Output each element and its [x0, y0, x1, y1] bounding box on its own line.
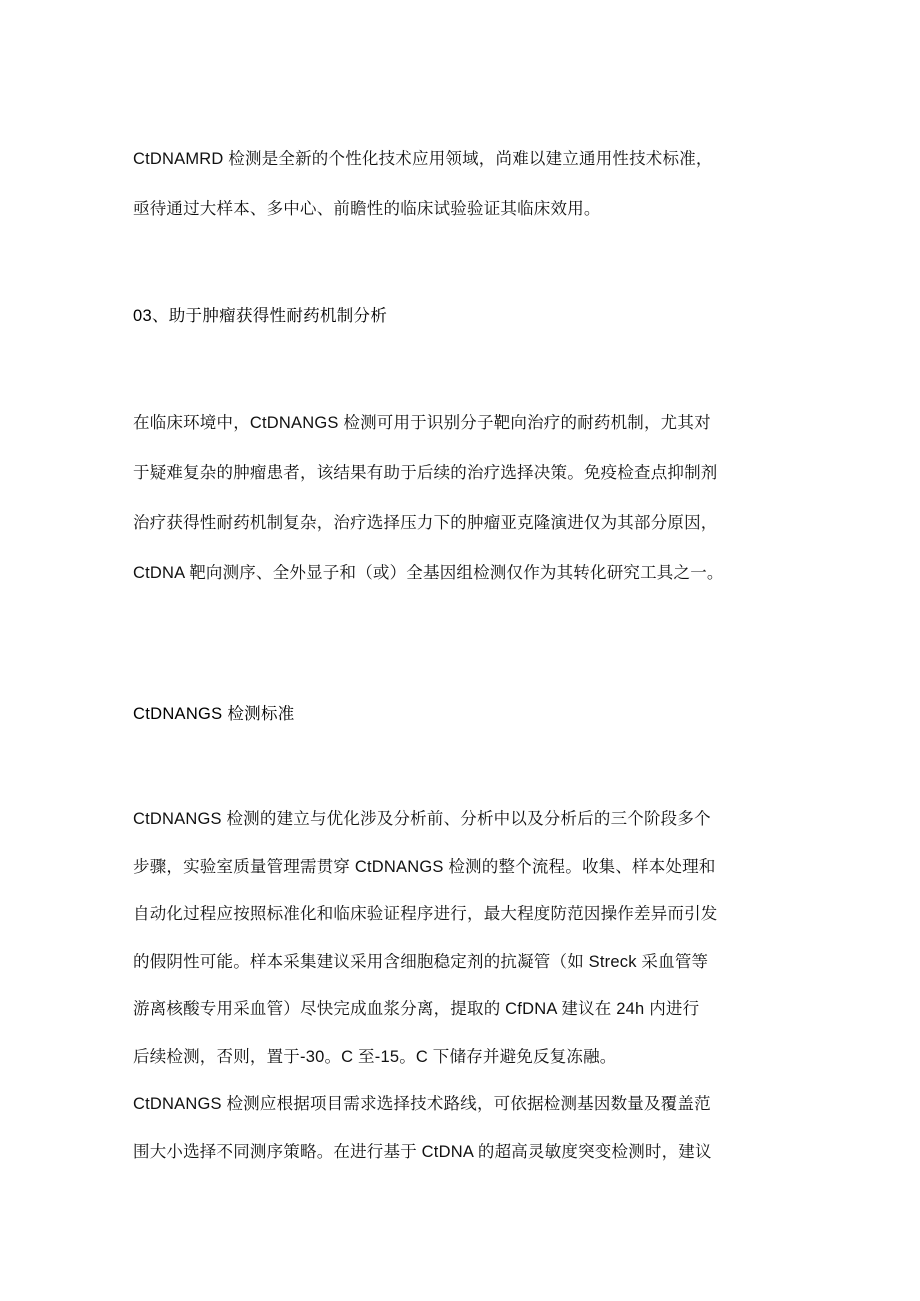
document-text-column: [133, 0, 793, 1176]
gap-before-heading-2: [133, 598, 793, 694]
paragraph-strategy-line-2: 围大小选择不同测序策略。在进行基于 CtDNA 的超高灵敏度突变检测时，建议: [133, 1142, 712, 1161]
paragraph-intro-line-1: CtDNAMRD 检测是全新的个性化技术应用领域，尚难以建立通用性技术标准，: [133, 150, 713, 168]
paragraph-standards-line-5: 游离核酸专用采血管）尽快完成血浆分离，提取的 CfDNA 建议在 24h 内进行: [133, 1000, 700, 1018]
paragraph-resistance-line-3: 治疗获得性耐药机制复杂，治疗选择压力下的肿瘤亚克隆演进仅为其部分原因，: [133, 514, 718, 532]
section-heading-ctdna-ngs-standard: CtDNANGS 检测标准: [133, 705, 295, 723]
paragraph-standards-line-2: 步骤，实验室质量管理需贯穿 CtDNANGS 检测的整个流程。收集、样本处理和: [133, 857, 716, 876]
paragraph-standards-line-1: CtDNANGS 检测的建立与优化涉及分析前、分析中以及分析后的三个阶段多个: [133, 810, 711, 828]
gap-after-heading-2: [133, 734, 793, 796]
section-heading-03: 03、助于肿瘤获得性耐药机制分析: [133, 307, 388, 325]
paragraph-resistance-line-4: CtDNA 靶向测序、全外显子和（或）全基因组检测仅作为其转化研究工具之一。: [133, 564, 724, 582]
gap-after-heading-1: [133, 336, 793, 398]
paragraph-standards-line-6: 后续检测，否则，置于-30。C 至-15。C 下储存并避免反复冻融。: [133, 1047, 617, 1066]
paragraph-resistance-mechanism: [133, 398, 793, 598]
paragraph-testing-standards: [133, 796, 793, 1081]
paragraph-resistance-line-2: 于疑难复杂的肿瘤患者，该结果有助于后续的治疗选择决策。免疫检查点抑制剂: [133, 464, 718, 482]
paragraph-intro-line-2: 亟待通过大样本、多中心、前瞻性的临床试验验证其临床效用。: [133, 200, 601, 218]
gap-before-heading-1: [133, 234, 793, 296]
paragraph-sequencing-strategy: [133, 1081, 793, 1176]
paragraph-standards-line-4: 的假阴性可能。样本采集建议采用含细胞稳定剂的抗凝管（如 Streck 采血管等: [133, 952, 709, 971]
paragraph-strategy-line-1: CtDNANGS 检测应根据项目需求选择技术路线，可依据检测基因数量及覆盖范: [133, 1095, 711, 1113]
top-margin-spacer: [133, 0, 793, 134]
paragraph-standards-line-3: 自动化过程应按照标准化和临床验证程序进行，最大程度防范因操作差异而引发: [133, 905, 718, 923]
paragraph-resistance-line-1: 在临床环境中，CtDNANGS 检测可用于识别分子靶向治疗的耐药机制，尤其对: [133, 414, 711, 432]
paragraph-intro: [133, 134, 793, 234]
